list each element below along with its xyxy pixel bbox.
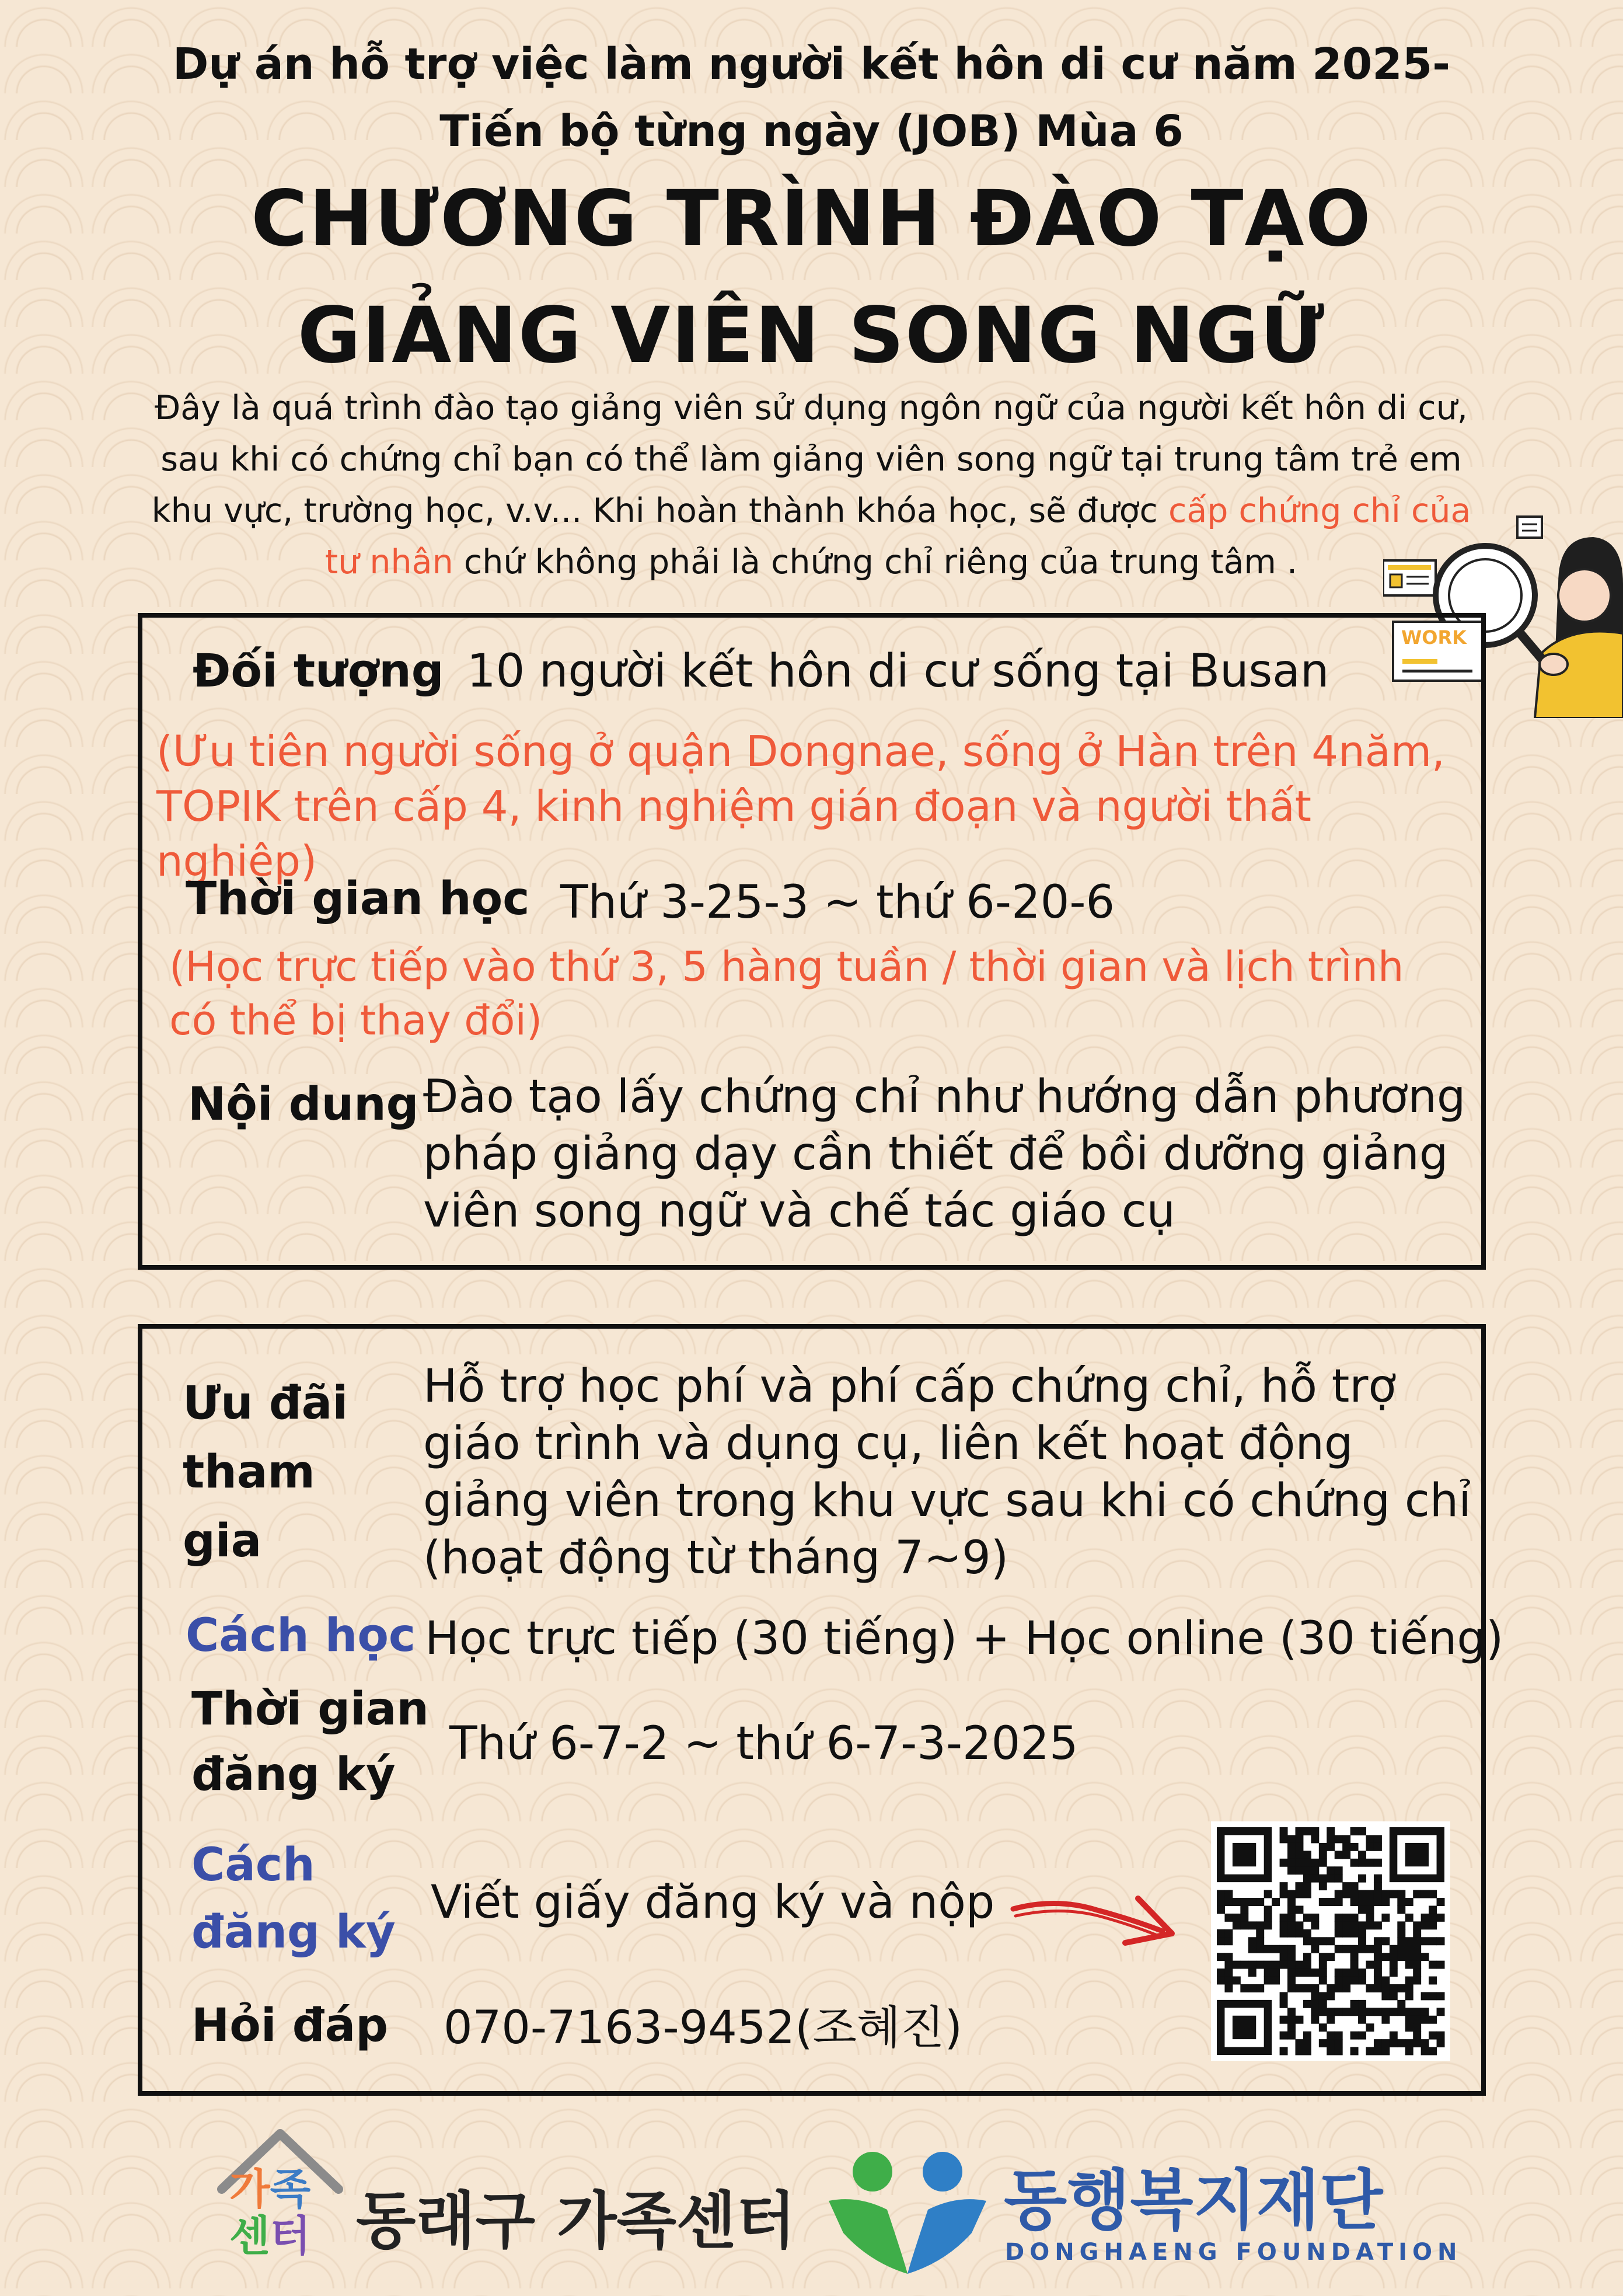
target-note: (Ưu tiên người sống ở quận Dongnae, sống ở Hàn trên 4năm, TOPIK trên cấp 4, kinh nghiệm gián đoạn và người thất nghiệp) [156,727,1445,886]
benefit-value: Hỗ trợ học phí và phí cấp chứng chỉ, hỗ trợ giáo trình và dụng cụ, liên kết hoạt động giảng viên trong khu vực sau khi có chứng chỉ (hoạt động từ tháng 7~9) [423,1360,1471,1584]
arrow-right-icon [1010,1886,1179,1950]
study-method-label: Cách học [186,1609,416,1662]
reg-method-value: Viết giấy đăng ký và nộp [431,1876,995,1929]
reg-period-label-1: Thời gian [191,1683,429,1736]
title-line-1: CHƯƠNG TRÌNH ĐÀO TẠO [251,174,1372,264]
title-line-2: GIẢNG VIÊN SONG NGỮ [297,291,1326,381]
intro-highlight: cấp chứng chỉ của tư nhân [324,492,1471,581]
study-method-value: Học trực tiếp (30 tiếng) + Học online (30 tiếng) [425,1612,1504,1665]
target-label: Đối tượng [193,645,444,698]
foundation-name: 동행복지재단 [1004,2163,1383,2239]
period-note: (Học trực tiếp vào thứ 3, 5 hàng tuần / thời gian và lịch trình có thể bị thay đổi) [169,943,1404,1044]
work-label: WORK [1401,626,1467,649]
intro-text-2: chứ không phải là chứng chỉ riêng của trung tâm . [453,543,1298,581]
period-value: Thứ 3-25-3 ~ thứ 6-20-6 [560,876,1115,929]
intro-text-1: Đây là quá trình đào tạo giảng viên sử dụng ngôn ngữ của người kết hôn di cư, sau khi có chứng chỉ bạn có thể làm giảng viên song ngữ tại trung tâm trẻ em khu vực, trường học, v.v... Khi hoàn thành khóa học, sẽ được [151,389,1468,530]
qa-label: Hỏi đáp [191,1999,389,2052]
target-value: 10 người kết hôn di cư sống tại Busan [467,645,1329,698]
content-value: Đào tạo lấy chứng chỉ như hướng dẫn phương pháp giảng dạy cần thiết để bồi dưỡng giảng viên song ngữ và chế tác giáo cụ [423,1071,1466,1238]
reg-method-label-1: Cách [191,1839,315,1891]
qa-value: 070-7163-9452(조혜진) [444,2002,963,2054]
content-label: Nội dung [188,1078,419,1131]
reg-method-label-2: đăng ký [191,1906,396,1959]
reg-period-label-2: đăng ký [191,1748,396,1801]
qr-code-icon [1211,1821,1450,2061]
intro-paragraph [140,382,1482,588]
period-label: Thời gian học [186,873,530,925]
logo-badge-bottom: 센터 [229,2211,311,2260]
family-center-logo [213,2125,347,2283]
family-center-name: 동래구 가족센터 [356,2185,796,2257]
logo-badge-top: 가족 [229,2165,311,2214]
benefit-label: Ưu đãi tham gia [183,1377,348,1567]
subtitle-line-2: Tiến bộ từng ngày (JOB) Mùa 6 [439,106,1184,156]
qr-code[interactable] [1211,1821,1450,2061]
reg-period-value: Thứ 6-7-2 ~ thứ 6-7-3-2025 [449,1717,1078,1770]
donghaeng-people-icon [817,2145,998,2280]
subtitle-line-1: Dự án hỗ trợ việc làm người kết hôn di cư năm 2025- [173,39,1450,89]
foundation-subname: DONGHAENG FOUNDATION [1005,2239,1463,2266]
